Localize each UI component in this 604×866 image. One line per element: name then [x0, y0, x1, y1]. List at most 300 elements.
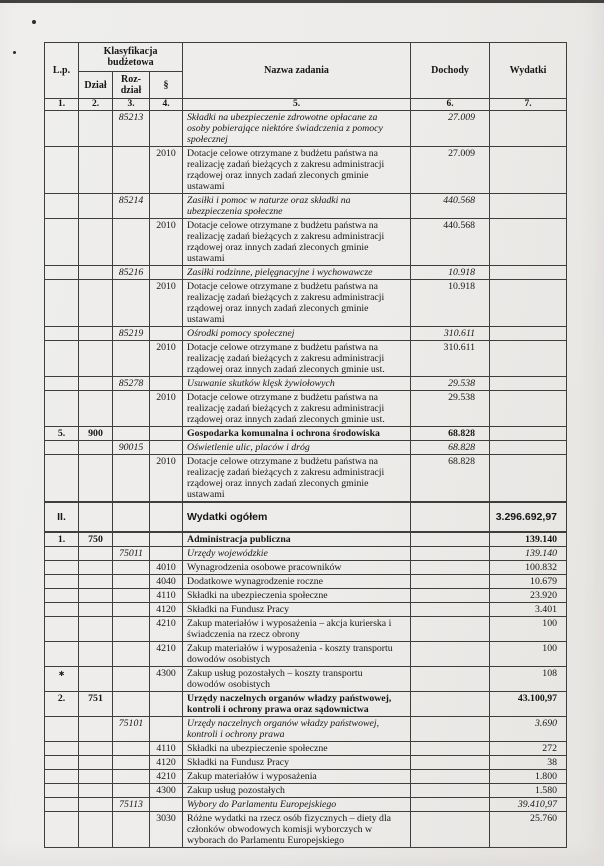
table-row: [45, 756, 567, 770]
dzial-cell: [79, 455, 113, 502]
paragraf-cell: 4040: [150, 575, 183, 589]
header-dzial: Dział: [79, 72, 113, 99]
paragraf-cell: [150, 547, 183, 561]
nazwa-line: ustawami: [187, 489, 225, 500]
dochody-cell: 440.568: [411, 194, 490, 219]
table-row: [45, 812, 567, 848]
nazwa-line: Urzędy naczelnych organów władzy państwowej,: [187, 693, 392, 704]
rozdzial-cell: 85213: [113, 111, 150, 147]
nazwa-line: dowodów osobistych: [187, 654, 271, 665]
nazwa-line: wyborach do Parlamentu Europejskiego: [187, 835, 344, 846]
lp-cell: II.: [45, 503, 79, 532]
rozdzial-cell: [113, 603, 150, 617]
col-number: 3.: [113, 99, 150, 111]
budget-table-area: [44, 42, 567, 848]
rozdzial-cell: [113, 391, 150, 427]
dochody-cell: [411, 784, 490, 798]
dzial-cell: [79, 603, 113, 617]
nazwa-zadania-cell: [183, 756, 411, 770]
wydatki-cell: [490, 341, 567, 377]
wydatki-cell: [490, 377, 567, 391]
dzial-cell: [79, 547, 113, 561]
dochody-cell: 10.918: [411, 266, 490, 280]
wydatki-cell: [490, 455, 567, 502]
nazwa-line: osoby pobierające niektóre świadczenia z pomocy: [187, 123, 383, 134]
table-row: [45, 642, 567, 667]
dochody-cell: [411, 756, 490, 770]
rozdzial-cell: [113, 667, 150, 692]
rozdzial-cell: [113, 742, 150, 756]
nazwa-zadania-cell: [183, 391, 411, 427]
wydatki-cell: 100.832: [490, 561, 567, 575]
nazwa-line: Wybory do Parlamentu Europejskiego: [187, 799, 337, 810]
lp-cell: [45, 617, 79, 642]
nazwa-zadania-cell: [183, 503, 411, 532]
table-row: [45, 589, 567, 603]
col-number: 2.: [79, 99, 113, 111]
wydatki-cell: 139.140: [490, 547, 567, 561]
rozdzial-cell: [113, 219, 150, 266]
nazwa-line: realizację zadań bieżących z zakresu administracji: [187, 231, 385, 242]
table-row: [45, 441, 567, 455]
dzial-cell: [79, 194, 113, 219]
paragraf-cell: 4110: [150, 589, 183, 603]
nazwa-line: Dodatkowe wynagrodzenie roczne: [187, 576, 324, 587]
nazwa-zadania-cell: [183, 219, 411, 266]
nazwa-zadania-cell: [183, 427, 411, 441]
table-row: [45, 327, 567, 341]
dochody-cell: [411, 533, 490, 547]
rozdzial-cell: [113, 503, 150, 532]
paragraf-cell: [150, 441, 183, 455]
nazwa-zadania-cell: [183, 812, 411, 848]
lp-cell: [45, 603, 79, 617]
nazwa-line: kontroli i ochrony prawa: [187, 729, 285, 740]
dzial-cell: [79, 784, 113, 798]
lp-cell: [45, 194, 79, 219]
rozdzial-cell: [113, 575, 150, 589]
dzial-cell: [79, 667, 113, 692]
paragraf-cell: [150, 692, 183, 717]
wydatki-cell: [490, 280, 567, 327]
nazwa-zadania-cell: [183, 533, 411, 547]
nazwa-line: Zakup usług pozostałych – koszty transportu: [187, 668, 363, 679]
wydatki-cell: 108: [490, 667, 567, 692]
table-row: [45, 692, 567, 717]
nazwa-line: Składki na ubezpieczenie zdrowotne opłacane za: [187, 112, 378, 123]
table-row: [45, 575, 567, 589]
table-row: [45, 280, 567, 327]
dzial-cell: [79, 441, 113, 455]
scan-edge: [0, 0, 604, 3]
nazwa-line: rządowej oraz innych zadań zleconych gminie ust.: [187, 414, 385, 425]
header-rozdzial-line2: dział: [120, 85, 142, 96]
nazwa-zadania-cell: [183, 266, 411, 280]
wydatki-cell: 1.580: [490, 784, 567, 798]
rozdzial-cell: 75113: [113, 798, 150, 812]
rozdzial-cell: [113, 812, 150, 848]
paragraf-cell: [150, 377, 183, 391]
nazwa-line: Zakup usług pozostałych: [187, 785, 285, 796]
lp-cell: [45, 742, 79, 756]
rozdzial-cell: [113, 341, 150, 377]
header-dochody: Dochody: [411, 43, 490, 99]
table-row: [45, 219, 567, 266]
nazwa-zadania-cell: [183, 280, 411, 327]
nazwa-line: Dotacje celowe otrzymane z budżetu państwa na: [187, 220, 378, 231]
nazwa-line: realizację zadań bieżących z zakresu administracji: [187, 292, 385, 303]
paragraf-cell: [150, 111, 183, 147]
nazwa-line: Zakup materiałów i wyposażenia: [187, 771, 317, 782]
dzial-cell: [79, 770, 113, 784]
wydatki-cell: [490, 427, 567, 441]
dzial-cell: [79, 561, 113, 575]
dzial-cell: [79, 503, 113, 532]
lp-cell: 1.: [45, 533, 79, 547]
paragraf-cell: 4300: [150, 784, 183, 798]
header-klasyfikacja: [79, 43, 183, 72]
lp-cell: [45, 561, 79, 575]
rozdzial-cell: [113, 784, 150, 798]
paragraf-cell: [150, 717, 183, 742]
dochody-cell: [411, 770, 490, 784]
header-rozdzial: [113, 72, 150, 99]
nazwa-line: Dotacje celowe otrzymane z budżetu państwa na: [187, 148, 378, 159]
nazwa-line: Składki na ubezpieczenia społeczne: [187, 590, 328, 601]
dzial-cell: [79, 266, 113, 280]
nazwa-line: Administracja publiczna: [187, 534, 291, 545]
nazwa-zadania-cell: [183, 377, 411, 391]
rozdzial-cell: [113, 533, 150, 547]
nazwa-line: rządowej oraz innych zadań zleconych gminie: [187, 478, 369, 489]
paragraf-cell: [150, 798, 183, 812]
lp-cell: [45, 341, 79, 377]
paragraf-cell: 3030: [150, 812, 183, 848]
rozdzial-cell: [113, 642, 150, 667]
table-row: [45, 603, 567, 617]
header-rozdzial-line1: Roz-: [121, 74, 141, 85]
dochody-cell: 68.828: [411, 427, 490, 441]
nazwa-line: Ośrodki pomocy społecznej: [187, 328, 295, 339]
wydatki-cell: 272: [490, 742, 567, 756]
lp-cell: [45, 455, 79, 502]
margin-mark: ✱: [58, 670, 65, 678]
wydatki-cell: 25.760: [490, 812, 567, 848]
nazwa-line: Zasiłki rodzinne, pielęgnacyjne i wychowawcze: [187, 267, 373, 278]
wydatki-cell: 3.296.692,97: [490, 503, 567, 532]
table-row: [45, 533, 567, 547]
paragraf-cell: 2010: [150, 455, 183, 502]
nazwa-zadania-cell: [183, 742, 411, 756]
lp-cell: [45, 547, 79, 561]
nazwa-line: realizację zadań bieżących z zakresu administracji: [187, 403, 385, 414]
nazwa-line: Składki na Fundusz Pracy: [187, 604, 290, 615]
nazwa-zadania-cell: [183, 575, 411, 589]
dzial-cell: [79, 617, 113, 642]
paragraf-cell: 4010: [150, 561, 183, 575]
nazwa-line: Różne wydatki na rzecz osób fizycznych – diety dla: [187, 813, 392, 824]
nazwa-line: ustawami: [187, 181, 225, 192]
paragraf-cell: [150, 327, 183, 341]
dochody-cell: [411, 717, 490, 742]
header-klasyfikacja-line2: budżetowa: [107, 57, 154, 68]
table-row: [45, 427, 567, 441]
table-row: [45, 503, 567, 532]
dzial-cell: [79, 111, 113, 147]
lp-cell: [45, 111, 79, 147]
nazwa-line: Urzędy wojewódzkie: [187, 548, 268, 559]
dochody-cell: [411, 503, 490, 532]
wydatki-cell: 39.410,97: [490, 798, 567, 812]
lp-cell: [45, 798, 79, 812]
wydatki-cell: [490, 327, 567, 341]
ink-speck: [32, 20, 36, 24]
table-row: [45, 147, 567, 194]
nazwa-line: Składki na Fundusz Pracy: [187, 757, 290, 768]
paragraf-cell: 2010: [150, 147, 183, 194]
nazwa-zadania-cell: [183, 327, 411, 341]
nazwa-line: rządowej oraz innych zadań zleconych gminie: [187, 242, 369, 253]
nazwa-line: Dotacje celowe otrzymane z budżetu państwa na: [187, 342, 378, 353]
table-row: [45, 561, 567, 575]
nazwa-line: rządowej oraz innych zadań zleconych gminie: [187, 303, 369, 314]
rozdzial-cell: [113, 280, 150, 327]
lp-cell: [45, 147, 79, 194]
rozdzial-cell: [113, 589, 150, 603]
paragraf-cell: 2010: [150, 219, 183, 266]
rozdzial-cell: [113, 692, 150, 717]
paragraf-cell: [150, 503, 183, 532]
paragraf-cell: 4120: [150, 603, 183, 617]
col-number: 7.: [490, 99, 567, 111]
wydatki-cell: [490, 266, 567, 280]
nazwa-zadania-cell: [183, 692, 411, 717]
dochody-cell: [411, 561, 490, 575]
nazwa-zadania-cell: [183, 617, 411, 642]
dzial-cell: [79, 391, 113, 427]
nazwa-line: ubezpieczenia społeczne: [187, 206, 283, 217]
nazwa-line: Wydatki ogółem: [187, 511, 268, 523]
table-row: [45, 547, 567, 561]
lp-cell: [45, 667, 79, 692]
paragraf-cell: 2010: [150, 391, 183, 427]
rozdzial-cell: [113, 427, 150, 441]
dochody-cell: 440.568: [411, 219, 490, 266]
dochody-cell: [411, 692, 490, 717]
lp-cell: [45, 770, 79, 784]
wydatki-cell: [490, 147, 567, 194]
rozdzial-cell: 75101: [113, 717, 150, 742]
nazwa-line: Gospodarka komunalna i ochrona środowiska: [187, 428, 380, 439]
lp-cell: [45, 589, 79, 603]
dzial-cell: [79, 377, 113, 391]
nazwa-zadania-cell: [183, 455, 411, 502]
dzial-cell: [79, 589, 113, 603]
dochody-cell: 10.918: [411, 280, 490, 327]
lp-cell: [45, 280, 79, 327]
paragraf-cell: [150, 427, 183, 441]
dzial-cell: 750: [79, 533, 113, 547]
wydatki-cell: 1.800: [490, 770, 567, 784]
nazwa-line: Zasiłki i pomoc w naturze oraz składki na: [187, 195, 351, 206]
nazwa-zadania-cell: [183, 547, 411, 561]
wydatki-cell: 3.401: [490, 603, 567, 617]
rozdzial-cell: 90015: [113, 441, 150, 455]
lp-cell: 2.: [45, 692, 79, 717]
rozdzial-cell: 75011: [113, 547, 150, 561]
rozdzial-cell: 85219: [113, 327, 150, 341]
table-row: [45, 617, 567, 642]
header-lp: L.p.: [45, 43, 79, 99]
column-number-row: [45, 99, 567, 111]
rozdzial-cell: 85278: [113, 377, 150, 391]
wydatki-cell: 10.679: [490, 575, 567, 589]
nazwa-line: Składki na ubezpieczenie społeczne: [187, 743, 328, 754]
nazwa-line: Zakup materiałów i wyposażenia – akcja kurierska i: [187, 618, 392, 629]
rozdzial-cell: [113, 561, 150, 575]
dochody-cell: [411, 642, 490, 667]
nazwa-zadania-cell: [183, 589, 411, 603]
table-row: [45, 341, 567, 377]
paragraf-cell: 4210: [150, 770, 183, 784]
dochody-cell: 68.828: [411, 441, 490, 455]
paragraf-cell: 2010: [150, 280, 183, 327]
dochody-cell: [411, 603, 490, 617]
col-number: 5.: [183, 99, 411, 111]
table-row: [45, 667, 567, 692]
dochody-cell: [411, 617, 490, 642]
nazwa-line: Zakup materiałów i wyposażenia - koszty transportu: [187, 643, 393, 654]
table-row: [45, 742, 567, 756]
nazwa-zadania-cell: [183, 194, 411, 219]
dzial-cell: 900: [79, 427, 113, 441]
nazwa-line: rządowej oraz innych zadań zleconych gminie: [187, 170, 369, 181]
dochody-cell: 27.009: [411, 147, 490, 194]
dzial-cell: [79, 219, 113, 266]
nazwa-zadania-cell: [183, 111, 411, 147]
nazwa-zadania-cell: [183, 603, 411, 617]
dochody-cell: [411, 812, 490, 848]
nazwa-line: ustawami: [187, 253, 225, 264]
lp-cell: [45, 441, 79, 455]
rozdzial-cell: [113, 770, 150, 784]
lp-cell: 5.: [45, 427, 79, 441]
col-number: 4.: [150, 99, 183, 111]
dochody-cell: [411, 667, 490, 692]
paragraf-cell: 4210: [150, 642, 183, 667]
paragraf-cell: 4210: [150, 617, 183, 642]
nazwa-zadania-cell: [183, 441, 411, 455]
rozdzial-cell: [113, 756, 150, 770]
table-header-row: [45, 43, 567, 72]
wydatki-cell: 100: [490, 617, 567, 642]
wydatki-cell: 43.100,97: [490, 692, 567, 717]
nazwa-line: świadczenia na rzecz obrony: [187, 629, 300, 640]
dzial-cell: [79, 341, 113, 377]
dzial-cell: [79, 717, 113, 742]
table-row: [45, 194, 567, 219]
nazwa-line: Oświetlenie ulic, placów i dróg: [187, 442, 310, 453]
dochody-cell: 310.611: [411, 341, 490, 377]
nazwa-line: rządowej oraz innych zadań zleconych gminie ust.: [187, 364, 385, 375]
dochody-cell: [411, 798, 490, 812]
table-row: [45, 266, 567, 280]
nazwa-zadania-cell: [183, 717, 411, 742]
dochody-cell: [411, 742, 490, 756]
paragraf-cell: 4300: [150, 667, 183, 692]
table-row: [45, 717, 567, 742]
nazwa-zadania-cell: [183, 147, 411, 194]
lp-cell: [45, 219, 79, 266]
wydatki-cell: [490, 441, 567, 455]
dochody-cell: 29.538: [411, 391, 490, 427]
paragraf-cell: 4120: [150, 756, 183, 770]
nazwa-line: kontroli i ochrony prawa oraz sądownictwa: [187, 704, 369, 715]
nazwa-line: członków obwodowych komisji wyborczych w: [187, 824, 373, 835]
nazwa-zadania-cell: [183, 784, 411, 798]
budget-table-total-row: [44, 502, 567, 532]
nazwa-line: dowodów osobistych: [187, 679, 271, 690]
col-number: 6.: [411, 99, 490, 111]
lp-cell: [45, 266, 79, 280]
paragraf-cell: [150, 533, 183, 547]
ink-speck: [13, 51, 16, 54]
lp-cell: [45, 642, 79, 667]
nazwa-line: Dotacje celowe otrzymane z budżetu państwa na: [187, 456, 378, 467]
lp-cell: [45, 391, 79, 427]
dochody-cell: 68.828: [411, 455, 490, 502]
nazwa-zadania-cell: [183, 667, 411, 692]
lp-cell: [45, 377, 79, 391]
nazwa-line: Wynagrodzenia osobowe pracowników: [187, 562, 342, 573]
lp-cell: [45, 756, 79, 770]
table-row: [45, 455, 567, 502]
nazwa-zadania-cell: [183, 642, 411, 667]
dochody-cell: [411, 547, 490, 561]
table-row: [45, 391, 567, 427]
wydatki-cell: 38: [490, 756, 567, 770]
budget-table-expense-section: [44, 532, 567, 848]
rozdzial-cell: [113, 617, 150, 642]
dzial-cell: [79, 798, 113, 812]
nazwa-zadania-cell: [183, 798, 411, 812]
nazwa-zadania-cell: [183, 770, 411, 784]
rozdzial-cell: 85216: [113, 266, 150, 280]
dzial-cell: [79, 642, 113, 667]
dzial-cell: [79, 742, 113, 756]
wydatki-cell: [490, 219, 567, 266]
rozdzial-cell: 85214: [113, 194, 150, 219]
table-row: [45, 770, 567, 784]
nazwa-line: realizację zadań bieżących z zakresu administracji: [187, 159, 385, 170]
paragraf-cell: 4110: [150, 742, 183, 756]
col-number: 1.: [45, 99, 79, 111]
dzial-cell: [79, 327, 113, 341]
dochody-cell: 27.009: [411, 111, 490, 147]
nazwa-line: Dotacje celowe otrzymane z budżetu państwa na: [187, 392, 378, 403]
nazwa-line: realizację zadań bieżących z zakresu administracji: [187, 353, 385, 364]
dzial-cell: [79, 575, 113, 589]
table-row: [45, 377, 567, 391]
wydatki-cell: 139.140: [490, 533, 567, 547]
rozdzial-cell: [113, 147, 150, 194]
dochody-cell: [411, 589, 490, 603]
header-klasyfikacja-line1: Klasyfikacja: [103, 46, 158, 57]
wydatki-cell: 3.690: [490, 717, 567, 742]
wydatki-cell: [490, 111, 567, 147]
nazwa-line: Usuwanie skutków klęsk żywiołowych: [187, 378, 335, 389]
dzial-cell: [79, 756, 113, 770]
